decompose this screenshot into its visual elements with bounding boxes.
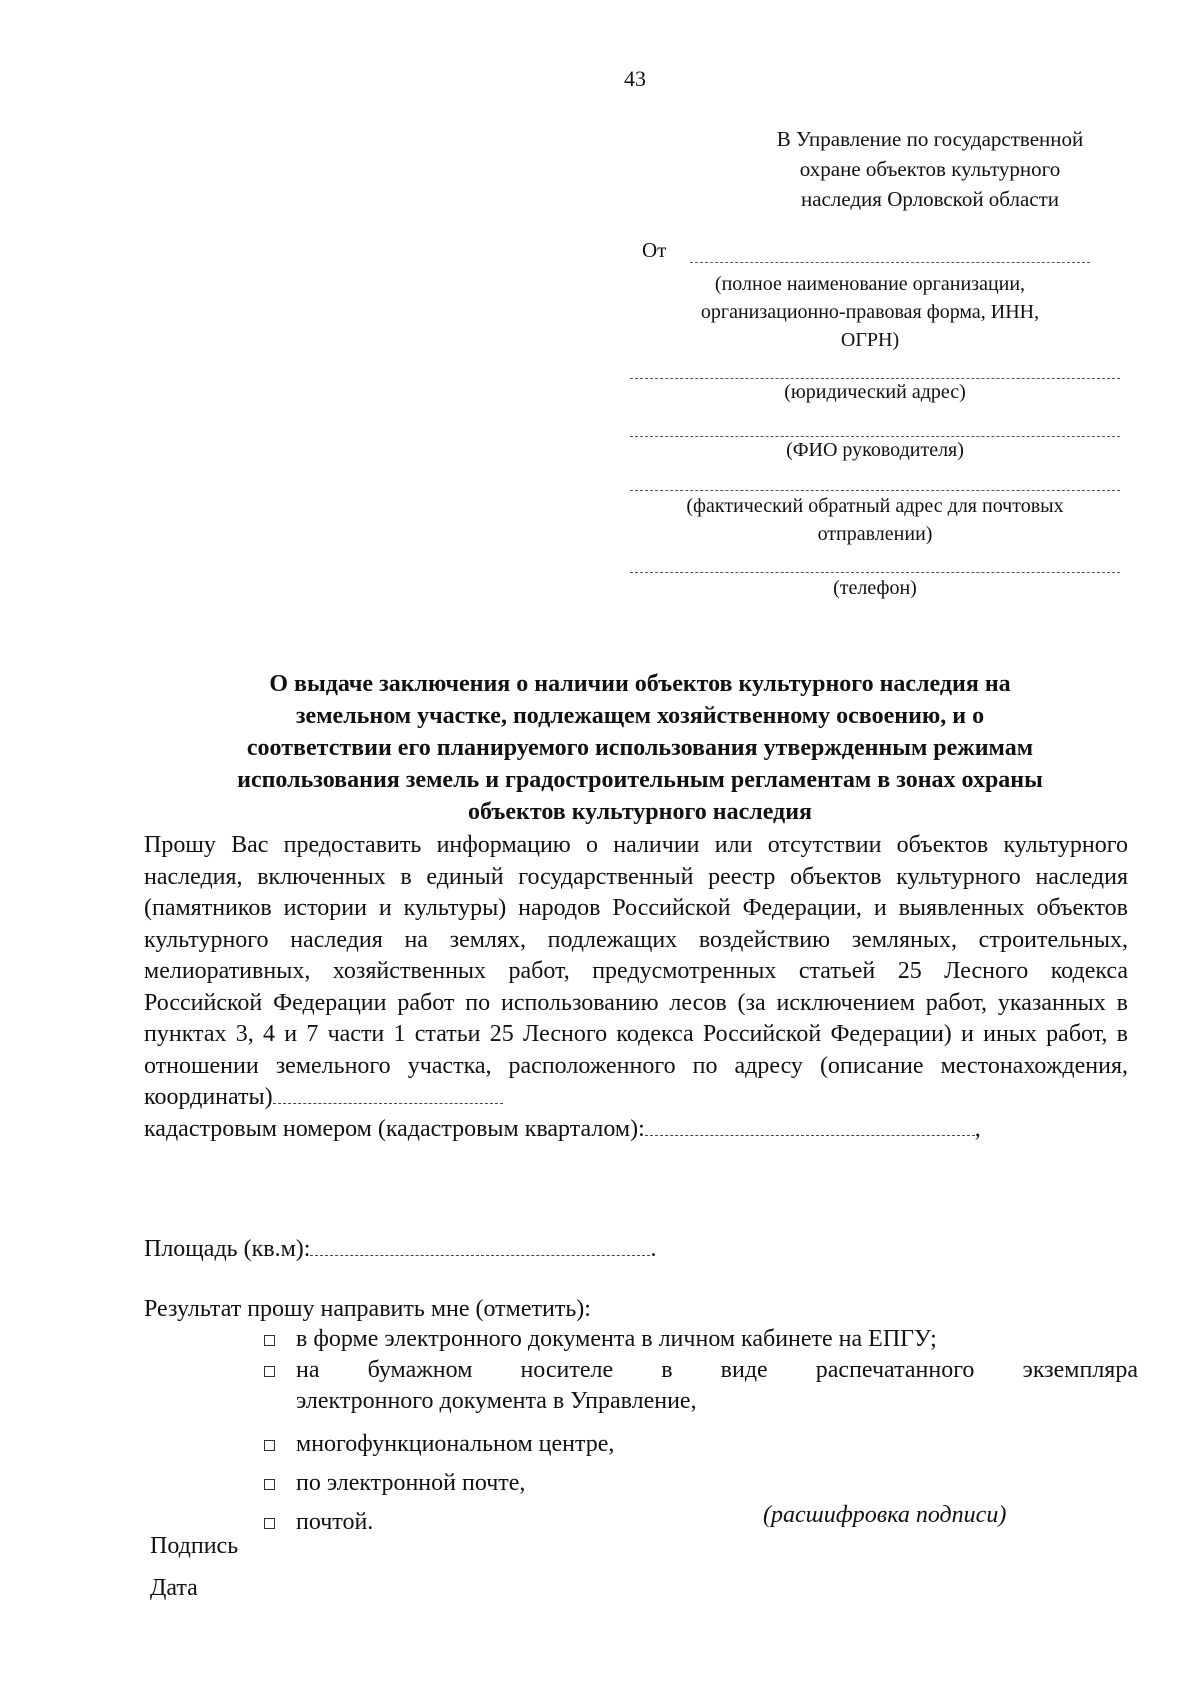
signature-block [150, 1525, 238, 1609]
request-body: Прошу Вас предоставить информацию о наличии или отсутствии объектов культурного наследия, включенных в единый государственный реестр объектов культурного наследия (памятников истории и культуры) народов Российской Федерации, и выявленных объектов культурного наследия на землях, подлежащих воздействию земляных, строительных, мелиоративных, хозяйственных работ, предусмотренных статьей 25 Лесного кодекса Российской Федерации работ по использованию лесов (за исключением работ, указанных в пунктах 3, 4 и 7 части 1 статьи 25 Лесного кодекса Российской Федерации) и иных работ, в отношении земельного участка, расположенного по адресу (описание местонахождения, координаты) кадастровым номером (кадастровым кварталом): , [144, 832, 1128, 1142]
area-fill-line [310, 1254, 650, 1256]
addressee-line: В Управление по государственной [776, 127, 1084, 151]
checkbox-icon[interactable] [264, 1479, 275, 1490]
addressee-line: наследия Орловской области [800, 187, 1060, 211]
checkbox-icon[interactable] [264, 1518, 275, 1529]
area-row: Площадь (кв.м): . [144, 1236, 657, 1262]
checkbox-icon[interactable] [264, 1440, 275, 1451]
cadastral-label: кадастровым номером (кадастровым кварталом): [144, 1115, 645, 1142]
org-name-line [690, 262, 1090, 263]
addressee-block [730, 124, 1130, 214]
option-post[interactable]: почтой. [258, 1507, 1138, 1538]
document-title: О выдаче заключения о наличии объектов культурного наследия на земельном участке, подлежащем хозяйственному освоению, и о соответствии его планируемого использования утвержденным режимам использования земель и градостроительным регламентам в зонах охраны объектов культурного наследия [237, 671, 1043, 825]
option-mfc[interactable]: многофункциональном центре, [258, 1429, 1138, 1460]
option-email[interactable]: по электронной почте, [258, 1468, 1138, 1499]
checkbox-icon[interactable] [264, 1335, 275, 1346]
cadastral-fill-line [645, 1134, 975, 1136]
result-label: Результат прошу направить мне (отметить): [144, 1296, 591, 1322]
request-text: Прошу Вас предоставить информацию о наличии или отсутствии объектов культурного наследия, включенных в единый государственный реестр объектов культурного наследия (памятников истории и культуры) народов Российской Федерации, и выявленных объектов культурного наследия на землях, подлежащих воздействию земляных, строительных, мелиоративных, хозяйственных работ, предусмотренных статьей 25 Лесного кодекса Российской Федерации работ по использованию лесов (за исключением работ, указанных в пунктах 3, 4 и 7 части 1 статьи 25 Лесного кодекса Российской Федерации) и иных работ, в отношении земельного участка, расположенного по адресу (описание местонахождения, координаты) [144, 832, 1128, 1110]
legal-address-hint: (юридический адрес) [784, 381, 966, 403]
director-hint: (ФИО руководителя) [786, 439, 964, 461]
date-label: Дата [150, 1575, 198, 1601]
org-name-hint: (полное наименование организации, организационно-правовая форма, ИНН, ОГРН) [700, 273, 1040, 351]
from-label: От [642, 238, 667, 262]
phone-line [630, 572, 1120, 573]
postal-address-line [630, 490, 1120, 491]
signature-decode-label: (расшифровка подписи) [763, 1502, 1007, 1528]
area-label: Площадь (кв.м): [144, 1236, 311, 1262]
phone-hint: (телефон) [833, 577, 917, 599]
signature-label: Подпись [150, 1533, 239, 1559]
addressee-line: охране объектов культурного [799, 157, 1061, 181]
postal-address-hint: (фактический обратный адрес для почтовых отправлении) [686, 495, 1064, 545]
option-paper-continued: электронного документа в Управление, [296, 1388, 697, 1414]
option-paper[interactable]: на бумажном носителе в виде распечатанного экземпляра [258, 1355, 1138, 1386]
page-number: 43 [624, 66, 646, 91]
option-epgu[interactable]: в форме электронного документа в личном кабинете на ЕПГУ; [258, 1324, 1138, 1355]
address-fill-line [273, 1102, 503, 1104]
checkbox-icon[interactable] [264, 1366, 275, 1377]
